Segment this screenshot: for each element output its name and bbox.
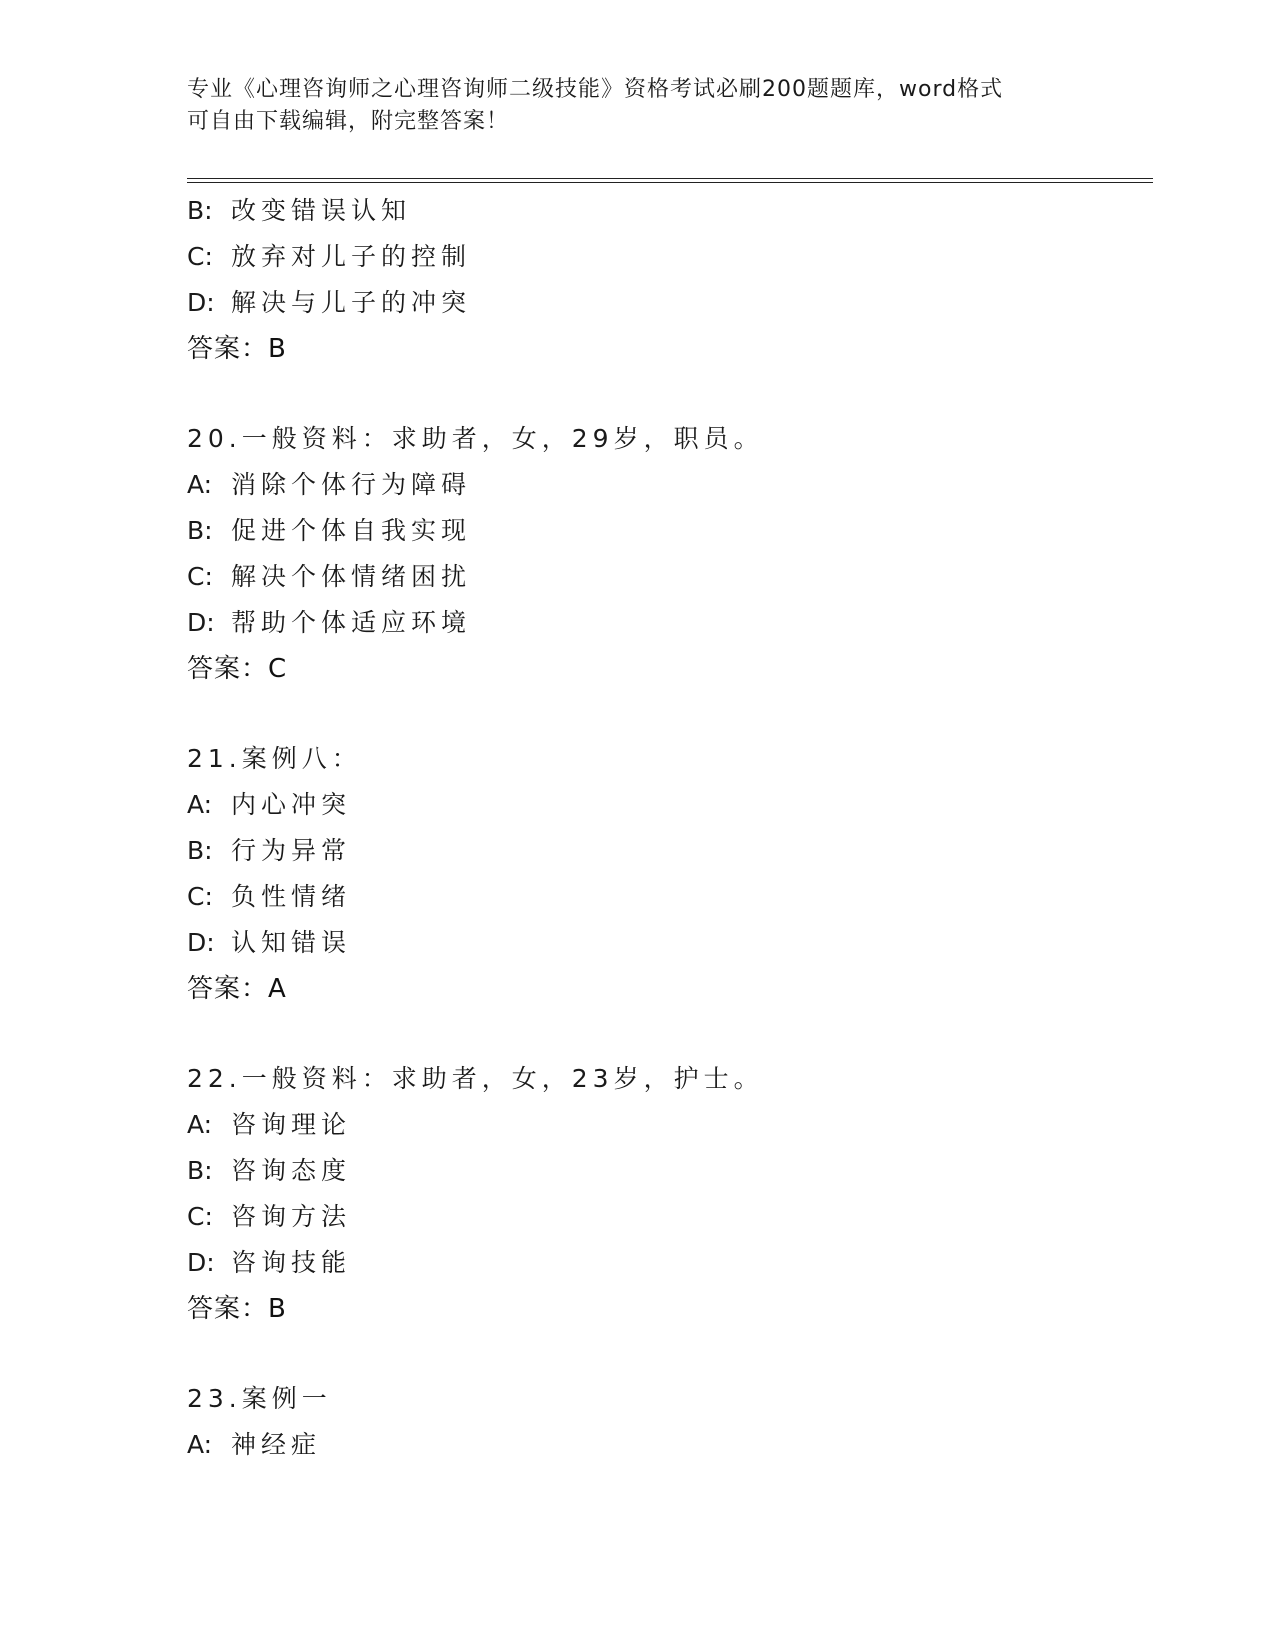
option-key: D: <box>187 928 215 957</box>
option-a <box>187 1102 1147 1148</box>
option-d <box>187 600 1147 646</box>
option-text: 咨询态度 <box>231 1156 352 1185</box>
option-key: C: <box>187 882 213 911</box>
answer-line: 答案：B <box>187 1294 287 1324</box>
option-key: A: <box>187 790 213 819</box>
option-key: B: <box>187 836 213 865</box>
option-c <box>187 234 1147 280</box>
option-key: B: <box>187 196 213 225</box>
option-key: A: <box>187 1430 213 1459</box>
option-key: C: <box>187 1202 213 1231</box>
question-stem: 23.案例一 <box>187 1384 332 1413</box>
option-key: B: <box>187 1156 213 1185</box>
spacer <box>187 1012 1147 1056</box>
option-text: 解决个体情绪困扰 <box>231 562 472 591</box>
option-key: C: <box>187 242 213 271</box>
option-text: 解决与儿子的冲突 <box>231 288 472 317</box>
option-a <box>187 462 1147 508</box>
answer-line: 答案：B <box>187 334 287 364</box>
option-d <box>187 920 1147 966</box>
header-line-2: 可自由下载编辑，附完整答案！ <box>187 109 510 134</box>
question-stem: 21.案例八： <box>187 744 362 773</box>
option-b <box>187 828 1147 874</box>
option-text: 负性情绪 <box>231 882 352 911</box>
option-text: 促进个体自我实现 <box>231 516 472 545</box>
option-d <box>187 280 1147 326</box>
option-c <box>187 1194 1147 1240</box>
spacer <box>187 372 1147 416</box>
option-text: 认知错误 <box>231 928 352 957</box>
option-text: 帮助个体适应环境 <box>231 608 472 637</box>
option-key: D: <box>187 608 215 637</box>
option-b <box>187 1148 1147 1194</box>
option-text: 消除个体行为障碍 <box>231 470 472 499</box>
option-key: A: <box>187 1110 213 1139</box>
option-key: C: <box>187 562 213 591</box>
header-line-1: 专业《心理咨询师之心理咨询师二级技能》资格考试必刷200题题库，word格式 <box>187 77 1004 102</box>
option-b <box>187 508 1147 554</box>
question-list <box>187 188 1147 1468</box>
option-a <box>187 1422 1147 1468</box>
question-stem: 22.一般资料：求助者，女，23岁，护士。 <box>187 1064 764 1093</box>
option-key: A: <box>187 470 213 499</box>
option-d <box>187 1240 1147 1286</box>
option-key: B: <box>187 516 213 545</box>
question-stem: 20.一般资料：求助者，女，29岁，职员。 <box>187 424 764 453</box>
option-key: D: <box>187 1248 215 1277</box>
option-text: 内心冲突 <box>231 790 352 819</box>
spacer <box>187 1332 1147 1376</box>
option-a <box>187 782 1147 828</box>
option-text: 行为异常 <box>231 836 352 865</box>
option-c <box>187 874 1147 920</box>
option-text: 咨询方法 <box>231 1202 352 1231</box>
header-divider-top <box>187 178 1153 179</box>
option-text: 放弃对儿子的控制 <box>231 242 472 271</box>
spacer <box>187 692 1147 736</box>
option-text: 咨询技能 <box>231 1248 352 1277</box>
option-text: 神经症 <box>231 1430 322 1459</box>
answer-line: 答案：C <box>187 654 288 684</box>
document-header <box>187 74 1067 138</box>
header-divider-bottom <box>187 182 1153 183</box>
option-key: D: <box>187 288 215 317</box>
option-c <box>187 554 1147 600</box>
option-text: 改变错误认知 <box>231 196 412 225</box>
answer-line: 答案：A <box>187 974 287 1004</box>
option-b <box>187 188 1147 234</box>
option-text: 咨询理论 <box>231 1110 352 1139</box>
